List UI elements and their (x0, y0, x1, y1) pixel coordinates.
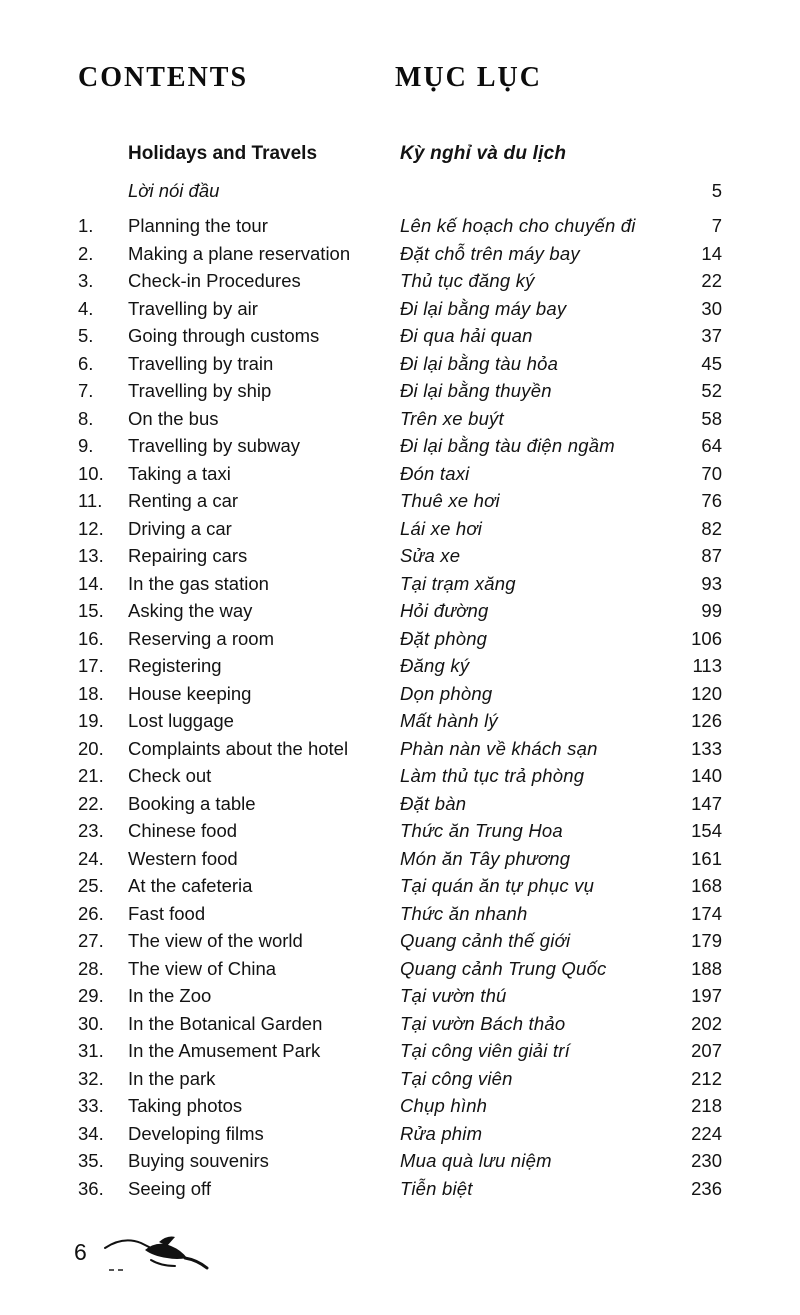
row-title-en: On the bus (128, 407, 219, 429)
section-heading-row (78, 138, 722, 170)
row-number: 14. (78, 572, 104, 594)
row-number: 28. (78, 957, 104, 979)
intro-row (78, 176, 722, 206)
row-number: 5. (78, 325, 94, 346)
row-title-vi: Đăng ký (400, 655, 470, 676)
row-number: 15. (78, 600, 104, 621)
row-page: 120 (691, 682, 722, 704)
row-page: 212 (691, 1067, 722, 1089)
toc-row (78, 597, 722, 625)
row-title-en: Asking the way (128, 600, 253, 621)
toc-row (78, 1065, 722, 1093)
row-title-vi: Quang cảnh thế giới (400, 930, 571, 951)
row-number: 36. (78, 1177, 104, 1199)
row-number: 30. (78, 1012, 104, 1034)
row-title-vi: Đi lại bằng thuyền (400, 380, 552, 401)
row-title-vi: Tiễn biệt (400, 1177, 473, 1199)
row-page: 99 (701, 600, 722, 621)
row-page: 30 (701, 297, 722, 319)
row-title-en: Registering (128, 655, 222, 676)
row-title-en: Travelling by air (128, 297, 258, 319)
toc-row (78, 240, 722, 268)
row-title-en: Developing films (128, 1122, 264, 1144)
row-number: 1. (78, 215, 94, 236)
row-page: 197 (691, 985, 722, 1006)
ink-bird-sketch-icon (101, 1228, 211, 1276)
row-title-en: Check out (128, 765, 212, 786)
row-number: 32. (78, 1067, 104, 1089)
row-page: 37 (701, 325, 722, 346)
row-title-en: The view of the world (128, 930, 303, 951)
row-page: 230 (691, 1150, 722, 1171)
toc-row (78, 377, 722, 405)
row-page: 45 (701, 352, 722, 374)
row-number: 3. (78, 270, 94, 291)
row-title-vi: Thức ăn Trung Hoa (400, 820, 563, 841)
row-title-vi: Tại công viên giải trí (400, 1040, 570, 1061)
row-title-vi: Đặt bàn (400, 792, 467, 814)
row-title-en: Repairing cars (128, 545, 248, 566)
toc-row (78, 267, 722, 295)
toc-row (78, 680, 722, 708)
toc-row (78, 570, 722, 598)
row-page: 22 (701, 270, 722, 291)
row-number: 27. (78, 930, 104, 951)
row-title-en: In the gas station (128, 572, 269, 594)
toc-row (78, 845, 722, 873)
toc-row (78, 625, 722, 653)
toc-row (78, 762, 722, 790)
contents-title-vi: MỤC LỤC (395, 62, 542, 93)
row-title-en: Reserving a room (128, 627, 275, 649)
row-number: 16. (78, 627, 104, 649)
row-title-en: Travelling by ship (128, 380, 272, 401)
row-title-en: Lost luggage (128, 710, 234, 731)
section-title-en: Holidays and Travels (128, 143, 318, 164)
toc-row (78, 1092, 722, 1120)
toc-row (78, 1120, 722, 1148)
row-number: 18. (78, 682, 104, 704)
row-title-en: Seeing off (128, 1177, 211, 1199)
row-title-en: Fast food (128, 902, 206, 924)
row-title-vi: Sửa xe (400, 545, 461, 566)
row-page: 126 (691, 710, 722, 731)
row-title-en: Buying souvenirs (128, 1150, 269, 1171)
toc-row (78, 900, 722, 928)
row-title-en: In the park (128, 1067, 216, 1089)
row-title-vi: Thuê xe hơi (400, 490, 500, 511)
row-page: 179 (691, 930, 722, 951)
row-title-en: Taking a taxi (128, 462, 231, 484)
row-title-vi: Đặt chỗ trên máy bay (400, 242, 580, 264)
row-title-en: Travelling by train (128, 352, 274, 374)
row-title-vi: Tại công viên (400, 1067, 513, 1089)
row-page: 202 (691, 1012, 722, 1034)
row-page: 133 (691, 737, 722, 759)
row-title-vi: Món ăn Tây phương (400, 847, 571, 869)
row-page: 106 (691, 627, 722, 649)
row-page: 147 (691, 792, 722, 814)
row-page: 218 (691, 1095, 722, 1116)
row-title-en: Driving a car (128, 517, 232, 539)
toc-row (78, 295, 722, 323)
toc-row (78, 1147, 722, 1175)
row-title-vi: Dọn phòng (400, 682, 493, 704)
row-number: 22. (78, 792, 104, 814)
toc-row (78, 515, 722, 543)
row-title-vi: Rửa phim (400, 1122, 483, 1144)
row-page: 113 (692, 655, 722, 676)
row-title-vi: Tại trạm xăng (400, 572, 516, 594)
row-title-vi: Đón taxi (400, 462, 470, 484)
toc-row (78, 1175, 722, 1203)
row-number: 9. (78, 435, 94, 456)
row-page: 82 (701, 517, 722, 539)
toc-body (78, 138, 722, 1202)
toc-row (78, 872, 722, 900)
row-title-vi: Trên xe buýt (400, 407, 504, 429)
row-page: 161 (691, 847, 722, 869)
row-page: 140 (691, 765, 722, 786)
row-number: 20. (78, 737, 104, 759)
toc-entries (78, 212, 722, 1202)
row-number: 23. (78, 820, 104, 841)
toc-row (78, 790, 722, 818)
row-page: 64 (701, 435, 722, 456)
toc-row (78, 735, 722, 763)
toc-header (78, 62, 722, 94)
row-number: 13. (78, 545, 104, 566)
row-number: 12. (78, 517, 104, 539)
row-page: 70 (701, 462, 722, 484)
row-title-vi: Đi lại bằng tàu hỏa (400, 352, 559, 374)
row-number: 2. (78, 242, 94, 264)
row-title-vi: Làm thủ tục trả phòng (400, 765, 585, 786)
intro-page: 5 (711, 180, 722, 201)
row-number: 19. (78, 710, 104, 731)
row-number: 35. (78, 1150, 104, 1171)
row-title-vi: Mua quà lưu niệm (400, 1150, 552, 1171)
row-title-en: In the Zoo (128, 985, 212, 1006)
row-title-en: Making a plane reservation (128, 242, 351, 264)
row-number: 11. (78, 490, 103, 511)
row-page: 58 (701, 407, 722, 429)
contents-title-en: CONTENTS (78, 62, 249, 93)
row-number: 29. (78, 985, 104, 1006)
row-title-en: In the Botanical Garden (128, 1012, 323, 1034)
row-page: 14 (701, 242, 722, 264)
row-title-vi: Hỏi đường (400, 600, 489, 621)
row-title-vi: Quang cảnh Trung Quốc (400, 957, 607, 979)
row-title-vi: Phàn nàn về khách sạn (400, 737, 598, 759)
row-number: 34. (78, 1122, 104, 1144)
row-page: 93 (701, 572, 722, 594)
row-title-en: Chinese food (128, 820, 238, 841)
toc-row (78, 405, 722, 433)
row-title-en: Check-in Procedures (128, 270, 301, 291)
row-title-vi: Tại quán ăn tự phục vụ (400, 875, 595, 896)
row-page: 188 (691, 957, 722, 979)
row-title-vi: Đặt phòng (400, 627, 488, 649)
page-footer (74, 1228, 211, 1276)
row-number: 33. (78, 1095, 104, 1116)
row-title-en: Going through customs (128, 325, 320, 346)
toc-row (78, 212, 722, 240)
toc-row (78, 1037, 722, 1065)
intro-title: Lời nói đầu (128, 180, 220, 201)
toc-row (78, 487, 722, 515)
row-number: 8. (78, 407, 94, 429)
row-title-en: Complaints about the hotel (128, 737, 349, 759)
row-number: 31. (78, 1040, 104, 1061)
row-title-vi: Đi lại bằng máy bay (400, 297, 567, 319)
row-title-en: Planning the tour (128, 215, 268, 236)
row-page: 224 (691, 1122, 722, 1144)
row-number: 26. (78, 902, 104, 924)
section-title-vi: Kỳ nghỉ và du lịch (400, 143, 567, 164)
row-page: 236 (691, 1177, 722, 1199)
folio-number: 6 (74, 1238, 87, 1265)
toc-row (78, 460, 722, 488)
toc-row (78, 322, 722, 350)
row-page: 154 (691, 820, 722, 841)
row-number: 4. (78, 297, 94, 319)
row-title-vi: Mất hành lý (400, 710, 498, 731)
row-number: 21. (78, 765, 104, 786)
row-title-vi: Đi lại bằng tàu điện ngầm (400, 435, 615, 456)
toc-row (78, 1010, 722, 1038)
row-page: 168 (691, 875, 722, 896)
row-title-en: In the Amusement Park (128, 1040, 321, 1061)
row-page: 87 (701, 545, 722, 566)
row-number: 7. (78, 380, 94, 401)
toc-row (78, 955, 722, 983)
row-title-en: Taking photos (128, 1095, 243, 1116)
row-title-vi: Đi qua hải quan (400, 325, 533, 346)
row-number: 6. (78, 352, 94, 374)
toc-row (78, 432, 722, 460)
row-page: 174 (691, 902, 722, 924)
row-title-vi: Tại vườn thú (400, 985, 507, 1006)
row-page: 207 (691, 1040, 722, 1061)
row-page: 7 (711, 215, 722, 236)
row-title-vi: Lái xe hơi (400, 517, 483, 539)
row-title-en: Travelling by subway (128, 435, 301, 456)
toc-row (78, 707, 722, 735)
row-title-en: Renting a car (128, 490, 239, 511)
row-title-vi: Lên kế hoạch cho chuyến đi (400, 215, 636, 236)
toc-row (78, 817, 722, 845)
row-page: 52 (701, 380, 722, 401)
row-title-en: At the cafeteria (128, 875, 253, 896)
row-number: 24. (78, 847, 104, 869)
row-title-vi: Tại vườn Bách thảo (400, 1012, 566, 1034)
toc-row (78, 542, 722, 570)
row-title-vi: Thủ tục đăng ký (400, 270, 535, 291)
row-page: 76 (701, 490, 722, 511)
row-number: 25. (78, 875, 104, 896)
toc-row (78, 982, 722, 1010)
row-title-en: Western food (128, 847, 238, 869)
row-number: 17. (78, 655, 104, 676)
row-title-en: Booking a table (128, 792, 256, 814)
row-title-en: House keeping (128, 682, 252, 704)
row-number: 10. (78, 462, 104, 484)
row-title-en: The view of China (128, 957, 277, 979)
row-title-vi: Chụp hình (400, 1095, 488, 1116)
row-title-vi: Thức ăn nhanh (400, 902, 528, 924)
toc-row (78, 350, 722, 378)
toc-row (78, 927, 722, 955)
toc-row (78, 652, 722, 680)
